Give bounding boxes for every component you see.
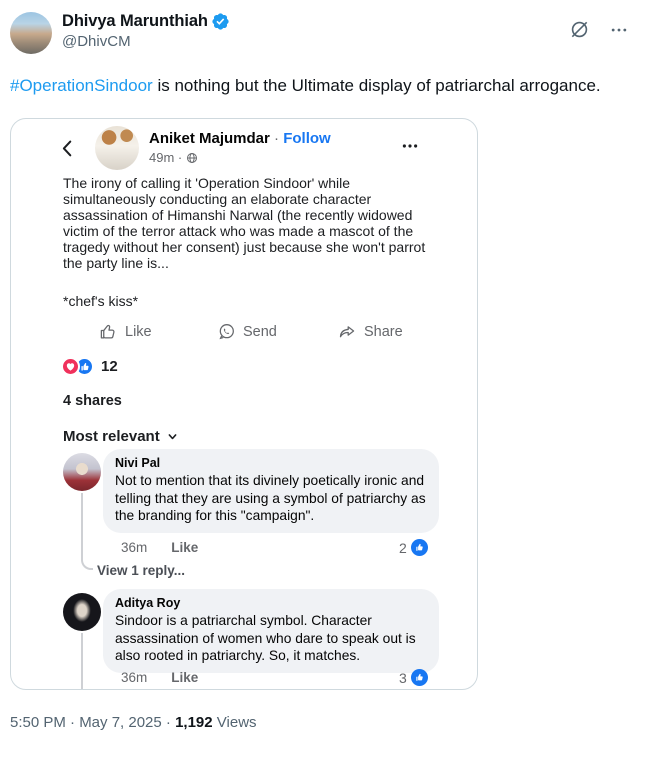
- comment-like-count-number: 3: [399, 669, 407, 686]
- comment-footer: [121, 670, 198, 685]
- fb-like-button: [99, 322, 152, 341]
- reply-thread-line: [81, 633, 83, 690]
- fb-share-label: Share: [364, 323, 403, 340]
- tweet-header: [0, 0, 645, 54]
- comment-footer: [121, 540, 198, 555]
- fb-more-icon: [399, 137, 421, 160]
- grok-icon[interactable]: [568, 18, 591, 41]
- back-chevron-icon: [57, 135, 79, 166]
- fb-author-name: Aniket Majumdar: [149, 130, 270, 147]
- comment-avatar: [63, 593, 101, 631]
- fb-share-count: 4 shares: [63, 393, 122, 409]
- comment-time: 36m: [121, 670, 148, 685]
- comment-like-button: Like: [171, 670, 199, 685]
- fb-reaction-count: 12: [101, 358, 118, 375]
- tweet-text-rest: is nothing but the Ultimate display of patriarchal arrogance.: [152, 76, 601, 95]
- fb-post-text-2: *chef's kiss*: [63, 293, 139, 309]
- verified-badge-icon: [211, 12, 230, 31]
- more-menu-icon[interactable]: [609, 20, 629, 40]
- fb-author-avatar-cat: [95, 126, 139, 170]
- fb-sort-dropdown: [63, 428, 178, 445]
- comment-avatar: [63, 453, 101, 491]
- comment-like-count: [399, 539, 428, 556]
- comment-bubble: [103, 449, 439, 533]
- comment-text: Not to mention that its divinely poetically ironic and telling that they are using a symbol of patriarchy as the branding for this "campaign".: [115, 473, 426, 523]
- author-avatar[interactable]: [10, 12, 52, 54]
- comment-like-count: [399, 669, 428, 686]
- reply-thread-line: [81, 493, 93, 570]
- author-names: [62, 12, 230, 50]
- comment-time: 36m: [121, 540, 148, 555]
- whatsapp-send-icon: [217, 322, 236, 341]
- fb-follow-link: Follow: [283, 130, 331, 147]
- fb-reactions-row: [61, 357, 118, 376]
- comment-like-count-number: 2: [399, 539, 407, 556]
- view-reply-link: View 1 reply...: [97, 563, 186, 578]
- author-handle[interactable]: @DhivCM: [62, 33, 131, 50]
- author-name[interactable]: Dhivya Marunthiah: [62, 12, 208, 30]
- like-thumb-icon: [411, 669, 428, 686]
- tweet-text: [10, 74, 631, 98]
- love-reaction-icon: [61, 357, 80, 376]
- thumbs-up-icon: [99, 322, 118, 341]
- comment-author-name: Nivi Pal: [115, 456, 161, 470]
- views-label: Views: [212, 714, 257, 731]
- fb-send-label: Send: [243, 323, 277, 340]
- fb-sort-label: Most relevant: [63, 428, 160, 445]
- globe-icon: [186, 152, 198, 164]
- embedded-fb-screenshot[interactable]: [10, 118, 478, 690]
- fb-post-time: 49m ·: [149, 150, 183, 165]
- comment-author-name: Aditya Roy: [115, 596, 181, 610]
- share-arrow-icon: [337, 322, 357, 341]
- views-count: 1,192: [175, 714, 213, 731]
- tweet-footer: [10, 714, 645, 731]
- caret-down-icon: [167, 431, 178, 442]
- tweet-timestamp: 5:50 PM · May 7, 2025 ·: [10, 714, 176, 731]
- fb-name-separator: ·: [269, 130, 284, 147]
- like-thumb-icon: [411, 539, 428, 556]
- fb-author-block: [149, 130, 331, 165]
- fb-post-text: The irony of calling it 'Operation Sindoor' while simultaneously conducting an elaborate character assassination of Himanshi Narwal (the recently widowed victim of the terror attack who was made a mascot of the tragedy without her consent) just because she won't parrot the party line is...: [63, 175, 426, 271]
- fb-share-button: [337, 322, 403, 341]
- hashtag-link[interactable]: #OperationSindoor: [10, 76, 153, 95]
- comment-like-button: Like: [171, 540, 199, 555]
- comment-text: Sindoor is a patriarchal symbol. Character assassination of women who dare to speak out is also rooted in patriarchy. So, it matches.: [115, 613, 416, 663]
- comment-bubble: [103, 589, 439, 673]
- fb-send-button: [217, 322, 277, 341]
- fb-like-label: Like: [125, 323, 152, 340]
